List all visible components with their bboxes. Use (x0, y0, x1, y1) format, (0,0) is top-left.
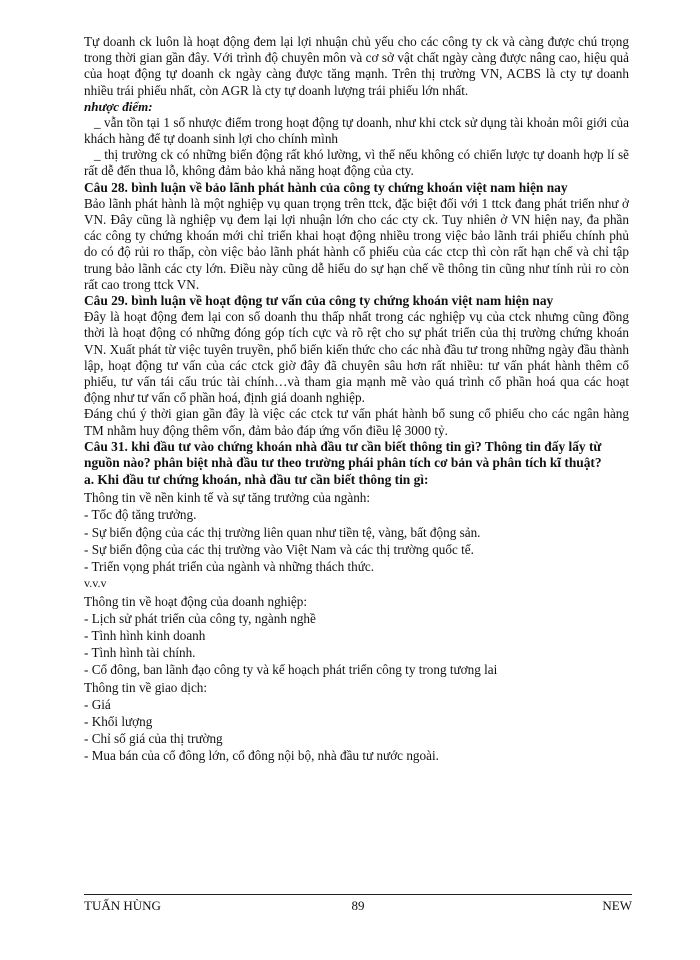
company-title: Thông tin về hoạt động của doanh nghiệp: (84, 593, 308, 609)
list-item: - Chỉ số giá của thị trường (84, 731, 223, 747)
etc-marker: v.v.v (84, 576, 107, 591)
list-item: - Tốc độ tăng trưởng. (84, 507, 197, 523)
list-item: - Triển vọng phát triển của ngành và những thách thức. (84, 559, 375, 575)
list-item: - Lịch sử phát triển của công ty, ngành nghề (84, 610, 316, 626)
q29-body-1: Đây là hoạt động đem lại con số doanh thu thấp nhất trong các nghiệp vụ của ctck nhưng cũng đồng thời là hoạt động có những đóng góp tích cực và rõ rệt cho sự phát triển của thị trường chứng khoán VN. Xuất phát từ việc tuyên truyền, phổ biến kiến thức cho các nhà đầu tư trong những ngày đầu thành lập, hoạt động tư vấn của các ctck giờ đây đã chuyên sâu hơn rất nhiều: tư vấn phát hành thêm cổ phiếu, tư vấn tái cấu trúc tài chính…và tham gia mạnh mẽ vào quá trình cổ phần hoá qua các hoạt động như tư vấn cổ phần hoá, định giá doanh nghiệp. (84, 309, 629, 406)
footer-tag: NEW (602, 898, 632, 913)
page-number: 89 (351, 898, 365, 913)
weakness-item-2: _ thị trường ck có những biến động rất khó lường, vì thế nếu không có chiến lược tự doanh hợp lí sẽ rất dễ đến thua lỗ, không đảm bảo khả năng hoạt động của cty. (84, 147, 629, 179)
list-item: - Sự biến động của các thị trường vào Việt Nam và các thị trường quốc tế. (84, 541, 474, 557)
list-item: - Mua bán của cổ đông lớn, cổ đông nội bộ, nhà đầu tư nước ngoài. (84, 748, 439, 764)
q28-heading: Câu 28. bình luận về bảo lãnh phát hành của công ty chứng khoán việt nam hiện nay (84, 179, 568, 195)
list-item: - Tình hình tài chính. (84, 645, 196, 661)
q31-heading: Câu 31. khi đầu tư vào chứng khoán nhà đầu tư cần biết thông tin gì? Thông tin đấy lấy từ nguồn nào? phân biệt nhà đầu tư theo trường phái phân tích cơ bản và phân tích kĩ thuật? (84, 438, 602, 471)
list-item: - Khối lượng (84, 713, 153, 729)
q29-body-2: Đáng chú ý thời gian gần đây là việc các ctck tư vấn phát hành bổ sung cổ phiếu cho các ngân hàng TM nhằm huy động thêm vốn, đảm bảo đáp ứng vốn điều lệ 3000 tỷ. (84, 406, 629, 438)
q28-body: Bảo lãnh phát hành là một nghiệp vụ quan trọng trên ttck, đặc biệt đối với 1 ttck đang phát triển như ở VN. Đây cũng là nghiệp vụ đem lại lợi nhuận lớn cho các cty ck. Tuy nhiên ở VN hiện nay, đa phần các công ty chứng khoán mới chỉ triển khai hoạt động nhiều trong việc bảo lãnh trái phiếu chính phủ do có độ rủi ro thấp, còn việc bảo lãnh phát hành cổ phiếu của các ctcp thì còn rất hạn chế và chỉ tập trung bảo lãnh các cty lớn. Điều này cũng dễ hiểu do sự hạn chế về thông tin cũng như tính rủi ro còn rất cao trong ttck VN. (84, 195, 629, 292)
economy-title: Thông tin về nền kinh tế và sự tăng trưởng của ngành: (84, 490, 371, 506)
trading-title: Thông tin về giao dịch: (84, 679, 208, 695)
list-item: - Giá (84, 696, 111, 712)
footer-author: TUẤN HÙNG (84, 898, 161, 913)
weakness-heading: nhược điểm: (84, 98, 153, 114)
q29-heading: Câu 29. bình luận về hoạt động tư vấn của công ty chứng khoán việt nam hiện nay (84, 293, 554, 309)
document-page (84, 34, 629, 765)
list-item: - Tình hình kinh doanh (84, 627, 206, 643)
weakness-item-1: _ vẫn tồn tại 1 số nhược điểm trong hoạt động tự doanh, như khi ctck sử dụng tài khoản môi giới của khách hàng để tự doanh sinh lợi cho chính mình (84, 114, 629, 147)
list-item: - Sự biến động của các thị trường liên quan như tiền tệ, vàng, bất động sản. (84, 524, 481, 540)
page-footer (84, 898, 632, 916)
footer-divider (84, 894, 632, 895)
q31-section-a: a. Khi đầu tư chứng khoán, nhà đầu tư cần biết thông tin gì: (84, 472, 429, 488)
list-item: - Cổ đông, ban lãnh đạo công ty và kế hoạch phát triển công ty trong tương lai (84, 662, 498, 678)
intro-paragraph: Tự doanh ck luôn là hoạt động đem lại lợi nhuận chủ yếu cho các công ty ck và càng được chú trọng trong thời gian gần đây. Với trình độ chuyên môn và cơ sở vật chất ngày càng được nâng cao, hiệu quả của hoạt động tự doanh ck ngày càng được tăng mạnh. Trên thị trường VN, ACBS là cty tự doanh nhiều trái phiếu nhất, còn AGR là cty tự doanh lượng trái phiếu lớn nhất. (84, 34, 629, 98)
